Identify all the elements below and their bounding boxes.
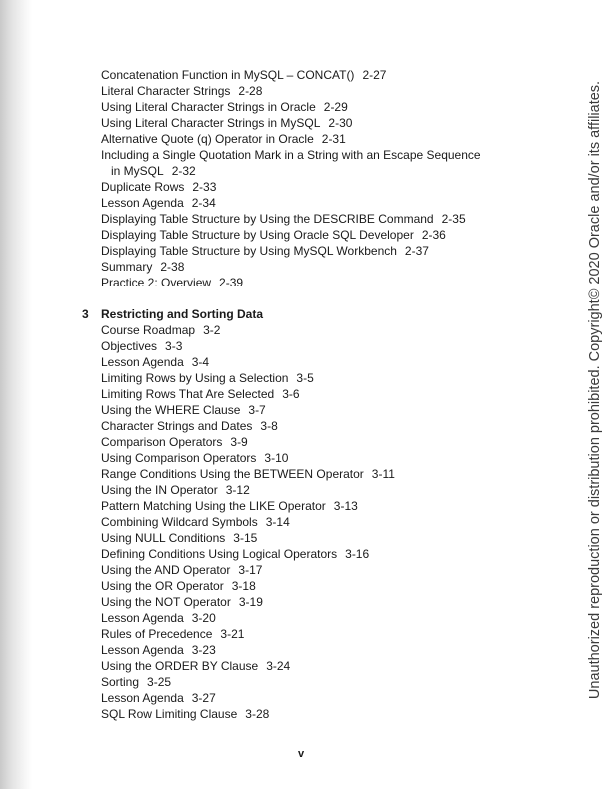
toc-entry-page: 2-37 — [404, 244, 429, 258]
toc-entry-title: Comparison Operators — [101, 435, 223, 449]
toc-entry — [101, 450, 288, 466]
toc-entry — [101, 338, 182, 354]
toc-entry-title: Pattern Matching Using the LIKE Operator — [101, 499, 326, 513]
toc-entry-page: 2-38 — [160, 260, 185, 274]
toc-entry-title: Lesson Agenda — [101, 643, 184, 657]
toc-entry — [101, 642, 216, 658]
toc-entry — [101, 418, 278, 434]
copyright-notice: Unauthorized reproduction or distribution prohibited. Copyright© 2020 Oracle and/or its affiliates. — [587, 80, 603, 700]
toc-entry — [101, 354, 209, 370]
toc-entry-page: 3-11 — [371, 467, 395, 481]
toc-entry-title: Using the NOT Operator — [101, 595, 231, 609]
toc-entry — [101, 259, 184, 275]
toc-entry — [101, 546, 369, 562]
toc-entry-title: Range Conditions Using the BETWEEN Operator — [101, 467, 364, 481]
toc-entry-page: 3-25 — [147, 675, 172, 689]
toc-entry — [101, 658, 290, 674]
toc-entry — [101, 402, 266, 418]
toc-entry-page: 3-13 — [333, 499, 358, 513]
toc-entry — [101, 530, 257, 546]
toc-entry-title: Using the IN Operator — [101, 483, 218, 497]
toc-entry — [101, 626, 244, 642]
toc-entry-page: 3-18 — [231, 579, 256, 593]
chapter-number: 3 — [82, 307, 89, 321]
toc-entry-page: 3-12 — [225, 483, 250, 497]
toc-entry-title: SQL Row Limiting Clause — [101, 707, 238, 721]
toc-entry-page: 3-5 — [296, 371, 314, 385]
toc-entry-page: 2-36 — [421, 228, 446, 242]
toc-entry-page: 3-21 — [220, 627, 245, 641]
toc-entry-title: Combining Wildcard Symbols — [101, 515, 258, 529]
toc-entry-title: Limiting Rows by Using a Selection — [101, 371, 289, 385]
toc-entry-title: Using the OR Operator — [101, 579, 224, 593]
toc-entry-page: 3-17 — [238, 563, 263, 577]
toc-entry-title: Displaying Table Structure by Using MySQL Workbench — [101, 244, 397, 258]
toc-entry-page: 3-15 — [233, 531, 258, 545]
toc-entry-page: 2-33 — [192, 180, 217, 194]
toc-entry-title: Sorting — [101, 675, 140, 689]
toc-entry-page: 3-23 — [191, 643, 216, 657]
toc-entry-title: Displaying Table Structure by Using the DESCRIBE Command — [101, 212, 434, 226]
toc-entry — [101, 690, 216, 706]
toc-entry-title: Including a Single Quotation Mark in a String with an Escape Sequence — [101, 148, 481, 162]
toc-entry-page: 3-20 — [191, 611, 216, 625]
toc-entry-page: 2-30 — [328, 116, 353, 130]
toc-entry-page: 2-35 — [441, 212, 466, 226]
toc-entry-title: Summary — [101, 260, 153, 274]
toc-entry — [101, 67, 386, 83]
toc-entry-page: 2-28 — [238, 84, 263, 98]
toc-entry-title: Using NULL Conditions — [101, 531, 226, 545]
toc-entry-page: 3-9 — [230, 435, 248, 449]
toc-entry-page: 3-7 — [248, 403, 266, 417]
toc-entry-title: Duplicate Rows — [101, 180, 185, 194]
toc-entry — [101, 322, 220, 338]
toc-entry-title: Character Strings and Dates — [101, 419, 253, 433]
toc-entry — [101, 578, 256, 594]
toc-entry-continuation — [111, 163, 196, 179]
toc-entry-page: 2-34 — [191, 196, 216, 210]
toc-entry-title: Practice 2: Overview — [101, 276, 212, 286]
toc-entry-page: 3-3 — [165, 339, 183, 353]
toc-entry-title-continuation: in MySQL — [111, 164, 164, 178]
toc-entry — [101, 498, 358, 514]
toc-entry-clipped — [101, 275, 243, 286]
toc-entry — [101, 243, 429, 259]
toc-entry — [101, 562, 262, 578]
toc-entry — [101, 99, 348, 115]
toc-entry-title: Literal Character Strings — [101, 84, 231, 98]
toc-entry-title: Using Literal Character Strings in Oracle — [101, 100, 316, 114]
toc-entry-title: Using Literal Character Strings in MySQL — [101, 116, 321, 130]
toc-entry — [101, 610, 216, 626]
toc-entry-title: Alternative Quote (q) Operator in Oracle — [101, 132, 314, 146]
toc-entry — [101, 386, 300, 402]
toc-entry-page: 2-29 — [323, 100, 348, 114]
toc-entry-title: Lesson Agenda — [101, 196, 184, 210]
toc-entry — [101, 179, 216, 195]
toc-entry-title: Lesson Agenda — [101, 691, 184, 705]
toc-entry-title: Rules of Precedence — [101, 627, 213, 641]
toc-entry-title: Using the AND Operator — [101, 563, 231, 577]
toc-entry — [101, 211, 466, 227]
toc-entry-page: 3-10 — [264, 451, 289, 465]
toc-entry — [101, 674, 171, 690]
toc-entry — [101, 706, 269, 722]
toc-entry — [101, 514, 290, 530]
toc-entry-page: 3-2 — [203, 323, 221, 337]
toc-entry — [101, 434, 248, 450]
toc-entry — [101, 83, 262, 99]
page-number: v — [298, 748, 305, 760]
toc-entry — [101, 370, 314, 386]
page-gutter-shadow — [0, 0, 32, 789]
toc-entry-title: Course Roadmap — [101, 323, 196, 337]
toc-entry-page: 3-28 — [245, 707, 270, 721]
toc-entry-page: 2-39 — [219, 276, 244, 286]
toc-entry-page: 2-27 — [362, 68, 387, 82]
toc-entry-title: Displaying Table Structure by Using Oracle SQL Developer — [101, 228, 414, 242]
toc-entry-page: 3-8 — [260, 419, 278, 433]
toc-entry — [101, 482, 250, 498]
toc-entry-page: 3-24 — [266, 659, 291, 673]
toc-entry-title: Lesson Agenda — [101, 355, 184, 369]
toc-entry-title: Using Comparison Operators — [101, 451, 257, 465]
toc-entry-page: 3-27 — [191, 691, 216, 705]
toc-entry-title: Concatenation Function in MySQL – CONCAT() — [101, 68, 355, 82]
toc-entry — [101, 466, 395, 482]
toc-entry — [101, 195, 216, 211]
toc-entry-page: 3-19 — [238, 595, 263, 609]
toc-entry — [101, 131, 346, 147]
toc-entry-title: Objectives — [101, 339, 158, 353]
toc-entry-title: Limiting Rows That Are Selected — [101, 387, 275, 401]
toc-entry-page: 3-16 — [345, 547, 370, 561]
toc-entry-page: 2-32 — [171, 164, 196, 178]
toc-entry — [101, 227, 446, 243]
toc-entry-page: 3-14 — [265, 515, 290, 529]
toc-entry-title: Lesson Agenda — [101, 611, 184, 625]
toc-entry-page: 2-31 — [321, 132, 346, 146]
toc-entry — [101, 147, 481, 163]
toc-entry-title: Using the WHERE Clause — [101, 403, 241, 417]
toc-entry-page: 3-4 — [191, 355, 210, 369]
toc-entry-title: Using the ORDER BY Clause — [101, 659, 259, 673]
toc-entry-title: Defining Conditions Using Logical Operators — [101, 547, 338, 561]
chapter-title: Restricting and Sorting Data — [101, 307, 264, 321]
toc-entry — [101, 594, 263, 610]
toc-entry — [101, 115, 352, 131]
toc-entry-page: 3-6 — [282, 387, 300, 401]
